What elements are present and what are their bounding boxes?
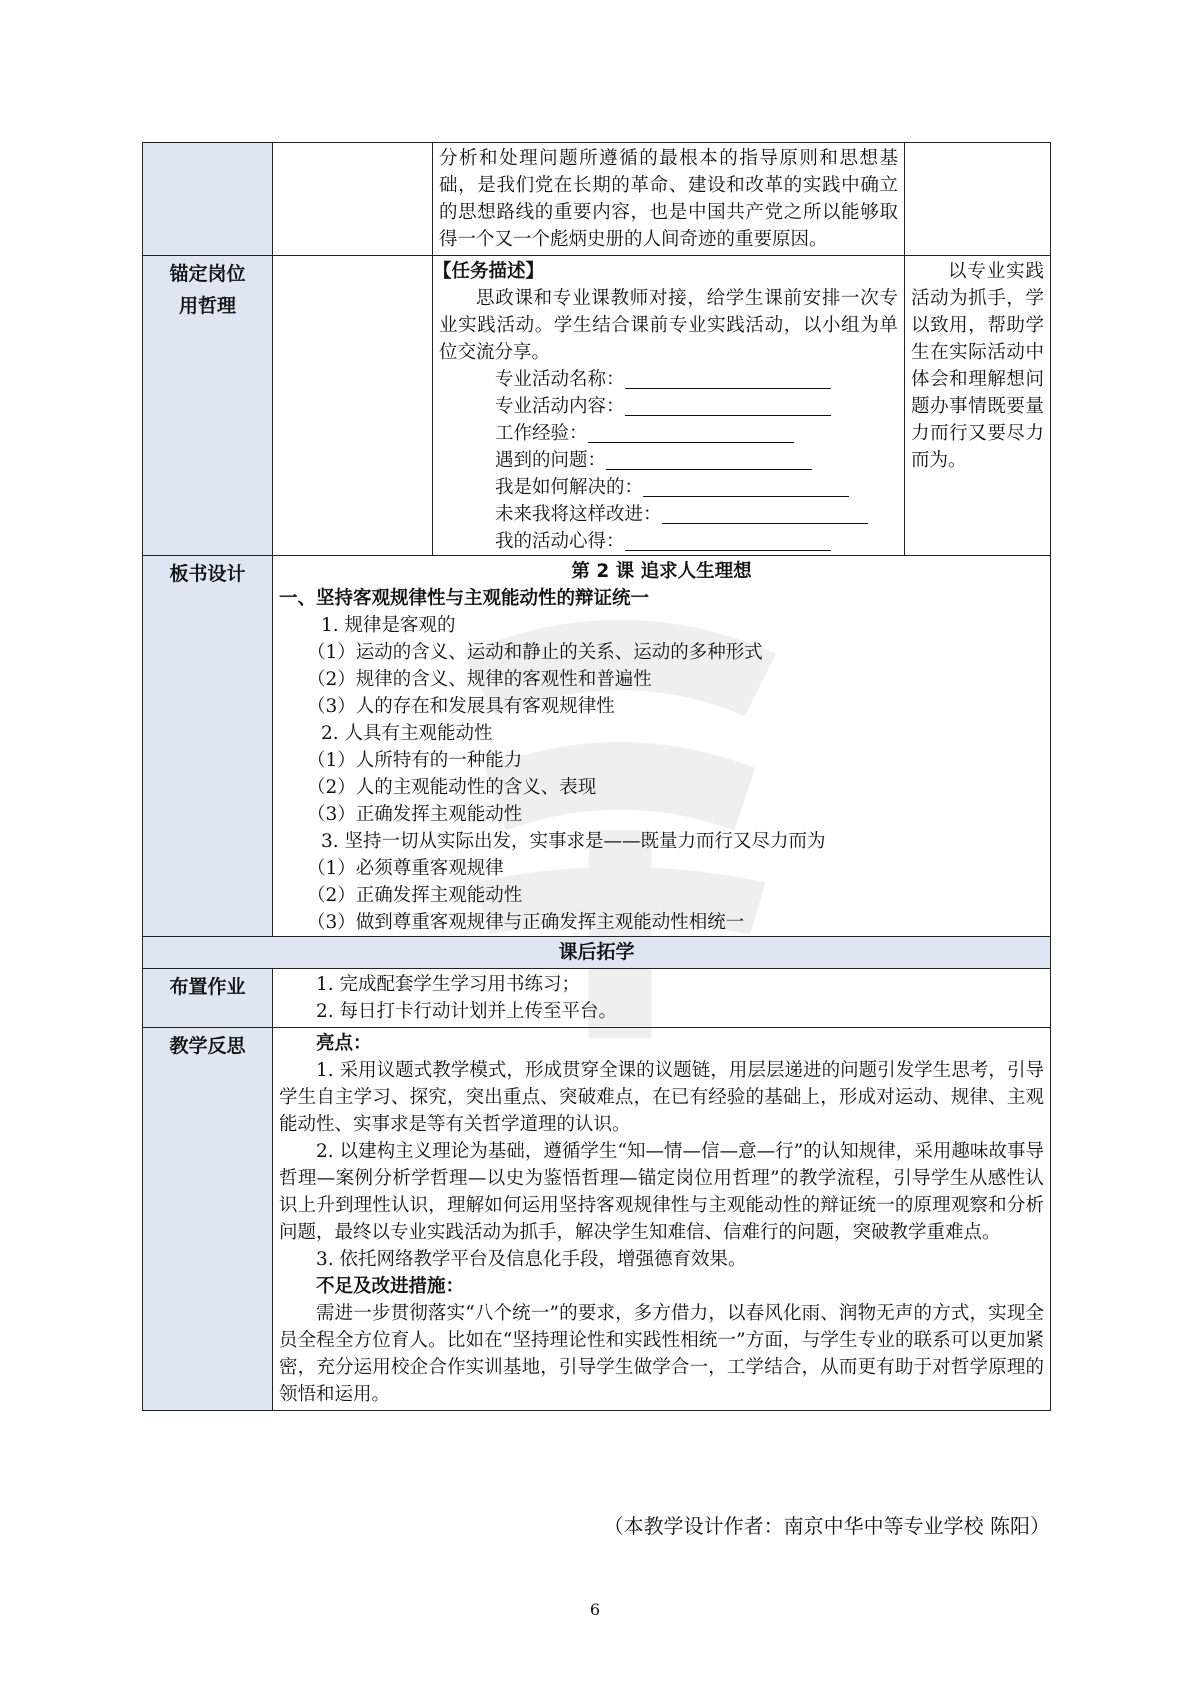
table-row-anchor bbox=[143, 256, 1051, 556]
task-field-row bbox=[439, 447, 898, 474]
table-row-after-class bbox=[143, 937, 1051, 969]
task-title: 【任务描述】 bbox=[433, 261, 545, 282]
board-outline bbox=[279, 612, 1044, 936]
task-fields bbox=[439, 366, 898, 555]
outline-point: 3. 坚持一切从实际出发，实事求是——既量力而行又尽力而为 bbox=[321, 831, 826, 852]
homework-item: 2. 每日打卡行动计划并上传至平台。 bbox=[316, 1001, 618, 1022]
outline-subpoint: （3）正确发挥主观能动性 bbox=[307, 804, 523, 825]
anchor-label-text: 锚定岗位用哲理 bbox=[169, 263, 246, 317]
outline-subpoint: （1）运动的含义、运动和静止的关系、运动的多种形式 bbox=[307, 642, 763, 663]
task-description: 思政课和专业课教师对接，给学生课前安排一次专业实践活动。学生结合课前专业实践活动，以小组为单位交流分享。 bbox=[439, 288, 898, 363]
outline-subpoint: （2）正确发挥主观能动性 bbox=[307, 885, 523, 906]
improve-text: 需进一步贯彻落实“八个统一”的要求，多方借力，以春风化雨、润物无声的方式，实现全员全程全方位育人。比如在“坚持理论性和实践性相统一”方面，与学生专业的联系可以更加紧密，充分运用校企合作实训基地，引导学生做学合一，工学结合，从而更有助于对哲学原理的领悟和运用。 bbox=[279, 1303, 1044, 1405]
table-row-continuation bbox=[143, 143, 1051, 256]
task-field-blank bbox=[643, 474, 849, 497]
highlight-item: 1. 采用议题式教学模式，形成贯穿全课的议题链，用层层递进的问题引发学生思考，引导学生自主学习、探究，突出重点、突破难点，在已有经验的基础上，形成对运动、规律、主观能动性、实事求是等有关哲学道理的认识。 bbox=[279, 1060, 1044, 1135]
after-class-band: 课后拓学 bbox=[143, 937, 1051, 969]
task-field-blank bbox=[662, 501, 868, 524]
task-field-row bbox=[439, 366, 898, 393]
reflection-label: 教学反思 bbox=[143, 1028, 273, 1411]
outline-subpoint: （2）规律的含义、规律的客观性和普遍性 bbox=[307, 669, 652, 690]
outline-subpoint: （1）必须尊重客观规律 bbox=[307, 858, 504, 879]
outline-subpoint: （3）做到尊重客观规律与正确发挥主观能动性相统一 bbox=[307, 912, 745, 933]
empty-note-cell bbox=[905, 143, 1051, 256]
section-title: 一、坚持客观规律性与主观能动性的辩证统一 bbox=[279, 588, 650, 609]
lesson-title: 第 2 课 追求人生理想 bbox=[571, 561, 752, 582]
task-field-row bbox=[439, 393, 898, 420]
task-field-blank bbox=[625, 366, 831, 389]
task-field-blank bbox=[606, 447, 812, 470]
task-field-label: 未来我将这样改进： bbox=[495, 504, 662, 525]
homework-label: 布置作业 bbox=[143, 969, 273, 1028]
homework-cell bbox=[273, 969, 1051, 1028]
table-row-board bbox=[143, 556, 1051, 937]
task-field-label: 我的活动心得： bbox=[495, 531, 625, 552]
task-field-row bbox=[439, 474, 898, 501]
task-field-blank bbox=[625, 393, 831, 416]
task-field-blank bbox=[588, 420, 794, 443]
board-design-cell bbox=[273, 556, 1051, 937]
task-field-label: 我是如何解决的： bbox=[495, 477, 644, 498]
highlights-title: 亮点： bbox=[316, 1033, 372, 1054]
task-field-label: 遇到的问题： bbox=[495, 450, 607, 471]
board-label: 板书设计 bbox=[143, 556, 273, 937]
task-field-row bbox=[439, 420, 898, 447]
reflection-cell bbox=[273, 1028, 1051, 1411]
table-row-reflection bbox=[143, 1028, 1051, 1411]
continuation-text: 分析和处理问题所遵循的最根本的指导原则和思想基础，是我们党在长期的革命、建设和改革的实践中确立的思想路线的重要内容，也是中国共产党之所以能够取得一个又一个彪炳史册的人间奇迹的重要原因。 bbox=[433, 143, 905, 256]
task-field-label: 专业活动内容： bbox=[495, 396, 625, 417]
highlight-item: 3. 依托网络教学平台及信息化手段，增强德育效果。 bbox=[316, 1249, 747, 1270]
task-field-row bbox=[439, 501, 898, 528]
empty-cell bbox=[273, 256, 433, 556]
anchor-side-note: 以专业实践活动为抓手，学以致用，帮助学生在实际活动中体会和理解想问题办事情既要量力而行又要尽力而为。 bbox=[905, 256, 1051, 556]
page-number: 6 bbox=[589, 1600, 601, 1619]
highlight-item: 2. 以建构主义理论为基础，遵循学生“知—情—信—意—行”的认知规律，采用趣味故事导哲理—案例分析学哲理—以史为鉴悟哲理—锚定岗位用哲理”的教学流程，引导学生从感性认识上升到理性认识，理解如何运用坚持客观规律性与主观能动性的辩证统一的原理观察和分析问题，最终以专业实践活动为抓手，解决学生知难信、信难行的问题，突破教学重难点。 bbox=[279, 1141, 1044, 1243]
outline-subpoint: （2）人的主观能动性的含义、表现 bbox=[307, 777, 597, 798]
lesson-plan-table bbox=[142, 142, 1051, 1411]
outline-subpoint: （1）人所特有的一种能力 bbox=[307, 750, 523, 771]
task-field-row bbox=[439, 528, 898, 555]
empty-cell bbox=[273, 143, 433, 256]
outline-subpoint: （3）人的存在和发展具有客观规律性 bbox=[307, 696, 615, 717]
task-field-label: 专业活动名称： bbox=[495, 369, 625, 390]
table-row-homework bbox=[143, 969, 1051, 1028]
empty-label-cell bbox=[143, 143, 273, 256]
author-credit: （本教学设计作者：南京中华中等专业学校 陈阳） bbox=[603, 1514, 1050, 1538]
anchor-label bbox=[143, 256, 273, 556]
task-field-label: 工作经验： bbox=[495, 423, 588, 444]
outline-point: 2. 人具有主观能动性 bbox=[321, 723, 493, 744]
homework-item: 1. 完成配套学生学习用书练习； bbox=[316, 974, 581, 995]
task-cell bbox=[433, 256, 905, 556]
outline-point: 1. 规律是客观的 bbox=[321, 615, 456, 636]
improve-title: 不足及改进措施： bbox=[316, 1276, 465, 1297]
task-field-blank bbox=[625, 528, 831, 551]
